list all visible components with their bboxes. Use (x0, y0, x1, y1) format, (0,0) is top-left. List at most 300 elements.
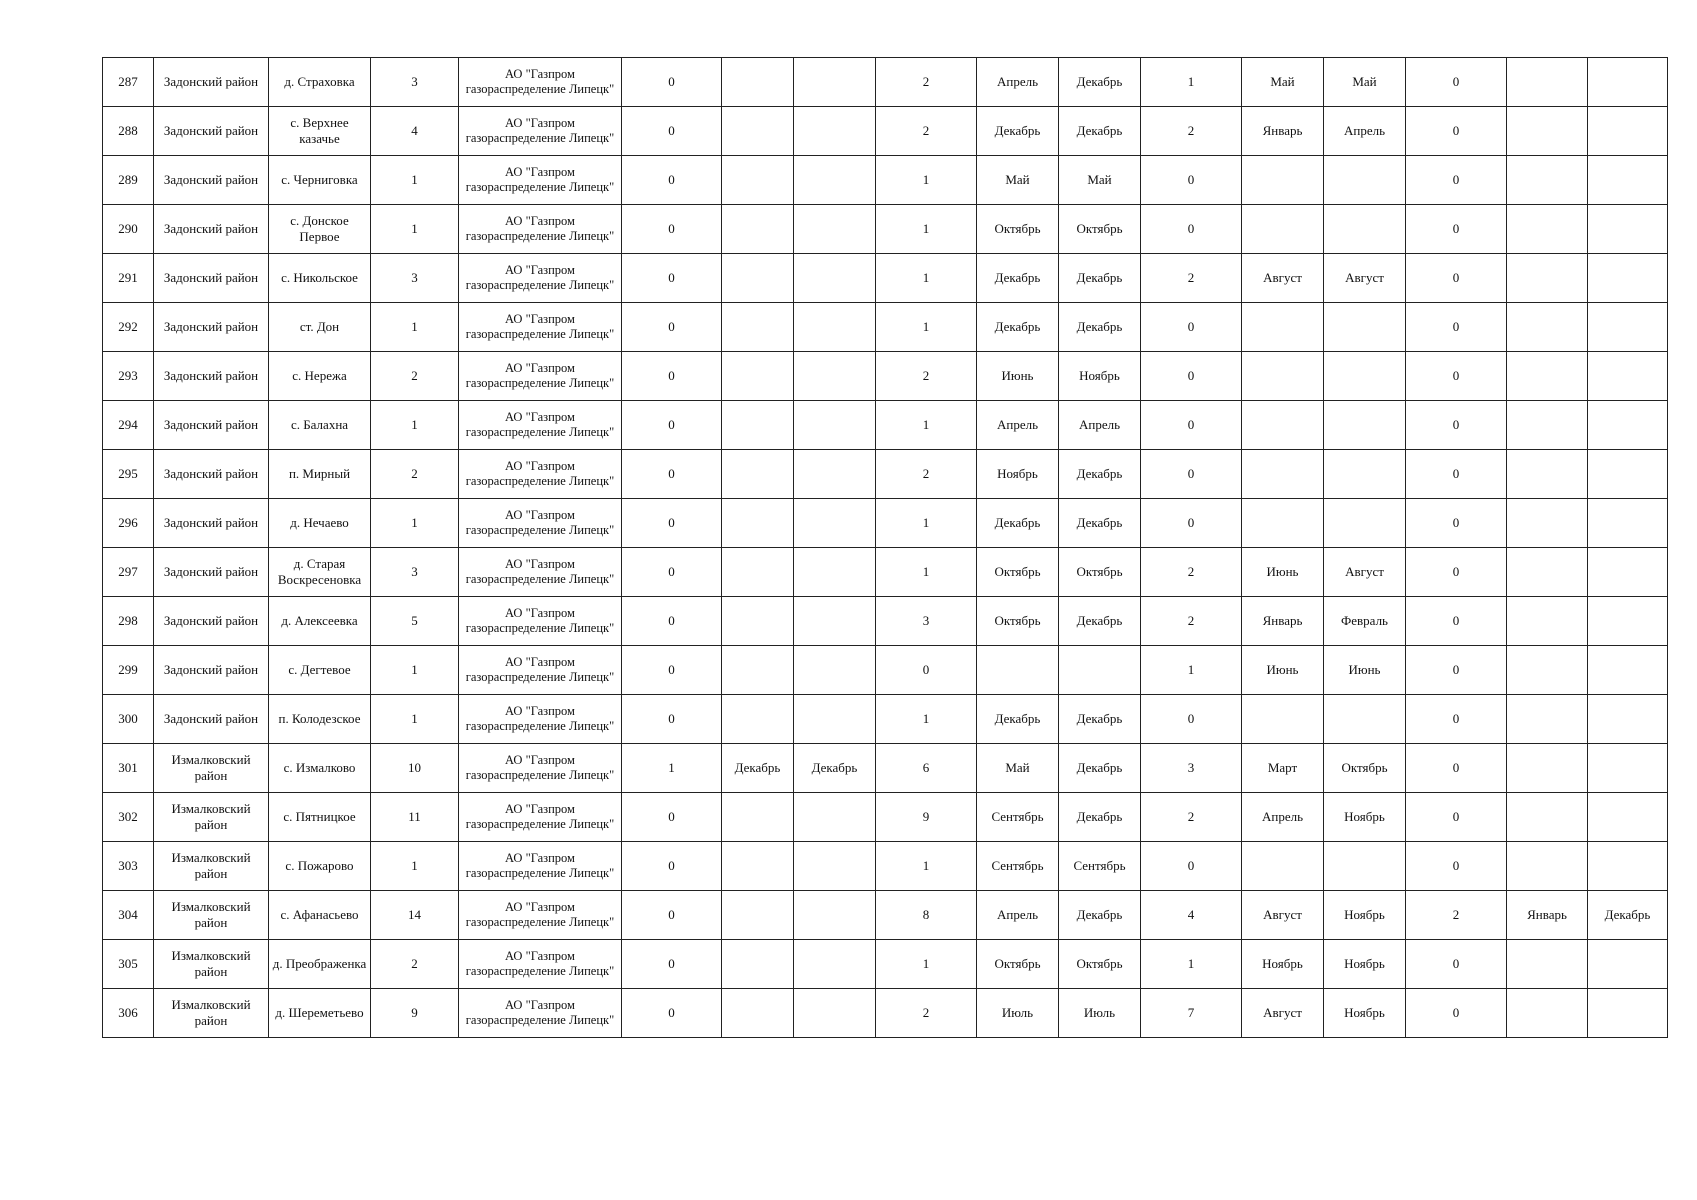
table-row (103, 695, 1668, 744)
col-b-count-cell: 1 (876, 401, 977, 450)
settlement-cell: п. Мирный (269, 450, 371, 499)
table-row (103, 401, 1668, 450)
settlement-cell: с. Пятницкое (269, 793, 371, 842)
operator-cell: АО "Газпром газораспределение Липецк" (459, 303, 622, 352)
col-d-end-cell (1588, 107, 1668, 156)
total-count-cell: 5 (371, 597, 459, 646)
col-d-count-cell: 0 (1406, 450, 1507, 499)
col-d-end-cell (1588, 303, 1668, 352)
col-b-start-cell: Ноябрь (977, 450, 1059, 499)
settlement-cell: с. Верхнее казачье (269, 107, 371, 156)
operator-cell: АО "Газпром газораспределение Липецк" (459, 450, 622, 499)
col-a-count-cell: 0 (622, 450, 722, 499)
col-b-count-cell: 2 (876, 58, 977, 107)
col-d-end-cell (1588, 205, 1668, 254)
col-c-count-cell: 0 (1141, 450, 1242, 499)
settlement-cell: с. Черниговка (269, 156, 371, 205)
table-row (103, 989, 1668, 1038)
col-b-end-cell: Апрель (1059, 401, 1141, 450)
table-row (103, 352, 1668, 401)
col-a-start-cell (722, 548, 794, 597)
col-d-start-cell (1507, 597, 1588, 646)
operator-cell: АО "Газпром газораспределение Липецк" (459, 548, 622, 597)
col-b-count-cell: 0 (876, 646, 977, 695)
settlement-cell: д. Алексеевка (269, 597, 371, 646)
col-a-count-cell: 0 (622, 254, 722, 303)
row-number-cell: 295 (103, 450, 154, 499)
col-d-count-cell: 0 (1406, 597, 1507, 646)
col-d-start-cell (1507, 695, 1588, 744)
col-c-end-cell (1324, 352, 1406, 401)
col-a-start-cell (722, 940, 794, 989)
operator-cell: АО "Газпром газораспределение Липецк" (459, 254, 622, 303)
col-c-start-cell: Ноябрь (1242, 940, 1324, 989)
document-page (102, 57, 1667, 1038)
col-b-start-cell: Декабрь (977, 303, 1059, 352)
col-d-end-cell (1588, 352, 1668, 401)
col-b-count-cell: 1 (876, 548, 977, 597)
col-c-start-cell: Январь (1242, 107, 1324, 156)
table-row (103, 646, 1668, 695)
col-d-end-cell (1588, 989, 1668, 1038)
col-a-start-cell (722, 352, 794, 401)
col-d-end-cell (1588, 842, 1668, 891)
col-c-end-cell (1324, 401, 1406, 450)
col-a-start-cell (722, 401, 794, 450)
total-count-cell: 1 (371, 156, 459, 205)
col-a-end-cell (794, 695, 876, 744)
row-number-cell: 297 (103, 548, 154, 597)
col-a-end-cell (794, 205, 876, 254)
district-cell: Задонский район (154, 107, 269, 156)
col-d-end-cell (1588, 597, 1668, 646)
col-c-start-cell: Июнь (1242, 646, 1324, 695)
col-a-end-cell (794, 989, 876, 1038)
row-number-cell: 302 (103, 793, 154, 842)
district-cell: Задонский район (154, 548, 269, 597)
operator-cell: АО "Газпром газораспределение Липецк" (459, 695, 622, 744)
row-number-cell: 306 (103, 989, 154, 1038)
col-a-start-cell (722, 303, 794, 352)
col-d-count-cell: 0 (1406, 205, 1507, 254)
col-a-end-cell (794, 891, 876, 940)
col-b-count-cell: 1 (876, 254, 977, 303)
district-cell: Задонский район (154, 58, 269, 107)
operator-cell: АО "Газпром газораспределение Липецк" (459, 793, 622, 842)
operator-cell: АО "Газпром газораспределение Липецк" (459, 205, 622, 254)
row-number-cell: 303 (103, 842, 154, 891)
col-c-count-cell: 0 (1141, 303, 1242, 352)
col-c-start-cell (1242, 695, 1324, 744)
row-number-cell: 304 (103, 891, 154, 940)
district-cell: Задонский район (154, 450, 269, 499)
col-c-count-cell: 0 (1141, 205, 1242, 254)
col-a-start-cell (722, 450, 794, 499)
col-c-count-cell: 2 (1141, 254, 1242, 303)
col-b-start-cell: Декабрь (977, 254, 1059, 303)
col-b-end-cell: Ноябрь (1059, 352, 1141, 401)
operator-cell: АО "Газпром газораспределение Липецк" (459, 597, 622, 646)
settlement-cell: с. Пожарово (269, 842, 371, 891)
col-c-count-cell: 0 (1141, 695, 1242, 744)
col-d-start-cell (1507, 156, 1588, 205)
total-count-cell: 2 (371, 450, 459, 499)
col-b-start-cell: Октябрь (977, 548, 1059, 597)
col-c-count-cell: 2 (1141, 793, 1242, 842)
col-d-end-cell (1588, 254, 1668, 303)
table-row (103, 842, 1668, 891)
col-d-start-cell (1507, 107, 1588, 156)
col-b-end-cell: Декабрь (1059, 891, 1141, 940)
col-a-end-cell (794, 107, 876, 156)
table-row (103, 499, 1668, 548)
operator-cell: АО "Газпром газораспределение Липецк" (459, 499, 622, 548)
table-row (103, 303, 1668, 352)
row-number-cell: 290 (103, 205, 154, 254)
total-count-cell: 3 (371, 254, 459, 303)
col-b-start-cell: Июнь (977, 352, 1059, 401)
col-d-end-cell (1588, 548, 1668, 597)
row-number-cell: 294 (103, 401, 154, 450)
district-cell: Измалковский район (154, 891, 269, 940)
col-b-end-cell: Май (1059, 156, 1141, 205)
table-row (103, 107, 1668, 156)
col-b-start-cell: Апрель (977, 891, 1059, 940)
col-d-count-cell: 0 (1406, 352, 1507, 401)
col-b-end-cell: Декабрь (1059, 499, 1141, 548)
col-d-end-cell (1588, 744, 1668, 793)
operator-cell: АО "Газпром газораспределение Липецк" (459, 156, 622, 205)
table-row (103, 891, 1668, 940)
col-b-start-cell (977, 646, 1059, 695)
col-c-count-cell: 1 (1141, 646, 1242, 695)
col-d-start-cell (1507, 940, 1588, 989)
col-c-start-cell (1242, 156, 1324, 205)
col-b-start-cell: Май (977, 744, 1059, 793)
col-c-count-cell: 4 (1141, 891, 1242, 940)
district-cell: Задонский район (154, 303, 269, 352)
district-cell: Задонский район (154, 401, 269, 450)
col-b-start-cell: Декабрь (977, 107, 1059, 156)
col-c-start-cell: Август (1242, 254, 1324, 303)
col-c-end-cell: Октябрь (1324, 744, 1406, 793)
col-d-end-cell: Декабрь (1588, 891, 1668, 940)
col-d-count-cell: 0 (1406, 989, 1507, 1038)
total-count-cell: 1 (371, 401, 459, 450)
col-c-count-cell: 0 (1141, 401, 1242, 450)
total-count-cell: 11 (371, 793, 459, 842)
col-d-end-cell (1588, 156, 1668, 205)
col-d-end-cell (1588, 401, 1668, 450)
col-c-start-cell: Май (1242, 58, 1324, 107)
col-c-count-cell: 3 (1141, 744, 1242, 793)
row-number-cell: 292 (103, 303, 154, 352)
col-d-start-cell (1507, 793, 1588, 842)
col-c-start-cell (1242, 303, 1324, 352)
district-cell: Измалковский район (154, 940, 269, 989)
col-d-end-cell (1588, 499, 1668, 548)
operator-cell: АО "Газпром газораспределение Липецк" (459, 891, 622, 940)
col-b-end-cell: Сентябрь (1059, 842, 1141, 891)
total-count-cell: 1 (371, 842, 459, 891)
settlement-cell: с. Донское Первое (269, 205, 371, 254)
col-b-count-cell: 6 (876, 744, 977, 793)
total-count-cell: 10 (371, 744, 459, 793)
col-d-count-cell: 2 (1406, 891, 1507, 940)
total-count-cell: 2 (371, 940, 459, 989)
settlement-cell: с. Афанасьево (269, 891, 371, 940)
district-cell: Задонский район (154, 352, 269, 401)
col-b-end-cell: Декабрь (1059, 303, 1141, 352)
col-c-end-cell: Ноябрь (1324, 793, 1406, 842)
col-a-start-cell (722, 793, 794, 842)
col-b-count-cell: 3 (876, 597, 977, 646)
table-row (103, 940, 1668, 989)
col-c-count-cell: 7 (1141, 989, 1242, 1038)
col-b-count-cell: 2 (876, 107, 977, 156)
total-count-cell: 1 (371, 695, 459, 744)
col-d-start-cell (1507, 450, 1588, 499)
col-c-end-cell: Февраль (1324, 597, 1406, 646)
col-c-end-cell (1324, 303, 1406, 352)
row-number-cell: 291 (103, 254, 154, 303)
col-c-end-cell (1324, 205, 1406, 254)
col-b-start-cell: Октябрь (977, 597, 1059, 646)
total-count-cell: 4 (371, 107, 459, 156)
col-a-count-cell: 0 (622, 156, 722, 205)
row-number-cell: 298 (103, 597, 154, 646)
district-cell: Задонский район (154, 205, 269, 254)
col-c-start-cell (1242, 499, 1324, 548)
col-a-count-cell: 0 (622, 499, 722, 548)
col-a-count-cell: 0 (622, 303, 722, 352)
col-b-start-cell: Апрель (977, 401, 1059, 450)
operator-cell: АО "Газпром газораспределение Липецк" (459, 989, 622, 1038)
col-c-start-cell: Апрель (1242, 793, 1324, 842)
col-d-count-cell: 0 (1406, 107, 1507, 156)
col-a-count-cell: 1 (622, 744, 722, 793)
col-c-start-cell: Август (1242, 891, 1324, 940)
col-c-count-cell: 0 (1141, 842, 1242, 891)
operator-cell: АО "Газпром газораспределение Липецк" (459, 107, 622, 156)
col-d-count-cell: 0 (1406, 744, 1507, 793)
col-a-count-cell: 0 (622, 205, 722, 254)
row-number-cell: 287 (103, 58, 154, 107)
col-b-start-cell: Сентябрь (977, 842, 1059, 891)
col-a-end-cell (794, 303, 876, 352)
col-a-end-cell (794, 254, 876, 303)
district-cell: Задонский район (154, 695, 269, 744)
settlement-cell: с. Балахна (269, 401, 371, 450)
col-d-start-cell (1507, 352, 1588, 401)
row-number-cell: 296 (103, 499, 154, 548)
col-a-start-cell (722, 205, 794, 254)
col-b-count-cell: 1 (876, 303, 977, 352)
col-b-end-cell: Декабрь (1059, 450, 1141, 499)
col-b-start-cell: Октябрь (977, 940, 1059, 989)
col-c-start-cell: Январь (1242, 597, 1324, 646)
table-row (103, 548, 1668, 597)
col-d-start-cell (1507, 58, 1588, 107)
col-c-end-cell (1324, 450, 1406, 499)
col-d-count-cell: 0 (1406, 254, 1507, 303)
district-cell: Измалковский район (154, 989, 269, 1038)
operator-cell: АО "Газпром газораспределение Липецк" (459, 401, 622, 450)
col-d-start-cell (1507, 254, 1588, 303)
table-body (103, 58, 1668, 1038)
col-d-start-cell (1507, 401, 1588, 450)
col-b-start-cell: Апрель (977, 58, 1059, 107)
settlement-cell: д. Преображенка (269, 940, 371, 989)
row-number-cell: 288 (103, 107, 154, 156)
table-row (103, 254, 1668, 303)
total-count-cell: 1 (371, 303, 459, 352)
col-a-start-cell (722, 597, 794, 646)
total-count-cell: 14 (371, 891, 459, 940)
col-c-end-cell: Август (1324, 254, 1406, 303)
col-d-start-cell (1507, 842, 1588, 891)
settlement-cell: ст. Дон (269, 303, 371, 352)
col-d-start-cell (1507, 989, 1588, 1038)
row-number-cell: 293 (103, 352, 154, 401)
col-b-count-cell: 1 (876, 842, 977, 891)
col-d-count-cell: 0 (1406, 548, 1507, 597)
table-row (103, 450, 1668, 499)
col-c-count-cell: 2 (1141, 597, 1242, 646)
col-b-end-cell: Июль (1059, 989, 1141, 1038)
table-row (103, 744, 1668, 793)
total-count-cell: 9 (371, 989, 459, 1038)
col-b-count-cell: 8 (876, 891, 977, 940)
col-a-end-cell: Декабрь (794, 744, 876, 793)
col-c-end-cell (1324, 842, 1406, 891)
col-a-end-cell (794, 352, 876, 401)
col-b-start-cell: Июль (977, 989, 1059, 1038)
col-a-start-cell: Декабрь (722, 744, 794, 793)
col-a-start-cell (722, 156, 794, 205)
col-c-count-cell: 1 (1141, 940, 1242, 989)
col-c-count-cell: 0 (1141, 352, 1242, 401)
col-b-count-cell: 2 (876, 450, 977, 499)
col-b-end-cell: Декабрь (1059, 597, 1141, 646)
col-b-end-cell: Октябрь (1059, 940, 1141, 989)
col-b-start-cell: Декабрь (977, 695, 1059, 744)
col-c-end-cell (1324, 156, 1406, 205)
table-row (103, 793, 1668, 842)
col-d-count-cell: 0 (1406, 401, 1507, 450)
col-c-count-cell: 2 (1141, 107, 1242, 156)
col-a-count-cell: 0 (622, 940, 722, 989)
col-c-count-cell: 1 (1141, 58, 1242, 107)
col-c-end-cell: Ноябрь (1324, 989, 1406, 1038)
col-a-start-cell (722, 989, 794, 1038)
district-cell: Измалковский район (154, 793, 269, 842)
col-a-start-cell (722, 107, 794, 156)
col-b-start-cell: Декабрь (977, 499, 1059, 548)
operator-cell: АО "Газпром газораспределение Липецк" (459, 352, 622, 401)
col-a-count-cell: 0 (622, 695, 722, 744)
settlement-cell: д. Страховка (269, 58, 371, 107)
col-b-count-cell: 2 (876, 352, 977, 401)
district-cell: Задонский район (154, 646, 269, 695)
table-row (103, 205, 1668, 254)
district-cell: Задонский район (154, 156, 269, 205)
col-a-end-cell (794, 58, 876, 107)
col-b-count-cell: 1 (876, 156, 977, 205)
col-a-count-cell: 0 (622, 58, 722, 107)
operator-cell: АО "Газпром газораспределение Липецк" (459, 58, 622, 107)
total-count-cell: 2 (371, 352, 459, 401)
col-a-end-cell (794, 548, 876, 597)
col-a-start-cell (722, 499, 794, 548)
col-a-end-cell (794, 499, 876, 548)
col-c-end-cell (1324, 499, 1406, 548)
col-a-end-cell (794, 156, 876, 205)
col-a-start-cell (722, 695, 794, 744)
col-b-end-cell: Октябрь (1059, 548, 1141, 597)
col-a-end-cell (794, 597, 876, 646)
col-b-count-cell: 2 (876, 989, 977, 1038)
col-d-count-cell: 0 (1406, 646, 1507, 695)
row-number-cell: 289 (103, 156, 154, 205)
col-d-start-cell (1507, 303, 1588, 352)
operator-cell: АО "Газпром газораспределение Липецк" (459, 842, 622, 891)
gasification-schedule-table (102, 57, 1668, 1038)
total-count-cell: 1 (371, 205, 459, 254)
col-d-end-cell (1588, 450, 1668, 499)
table-row (103, 58, 1668, 107)
col-a-end-cell (794, 646, 876, 695)
col-b-count-cell: 1 (876, 499, 977, 548)
col-b-start-cell: Сентябрь (977, 793, 1059, 842)
col-c-end-cell: Июнь (1324, 646, 1406, 695)
col-d-count-cell: 0 (1406, 156, 1507, 205)
col-d-count-cell: 0 (1406, 58, 1507, 107)
district-cell: Измалковский район (154, 842, 269, 891)
col-d-end-cell (1588, 940, 1668, 989)
col-a-start-cell (722, 891, 794, 940)
settlement-cell: с. Дегтевое (269, 646, 371, 695)
operator-cell: АО "Газпром газораспределение Липецк" (459, 646, 622, 695)
row-number-cell: 299 (103, 646, 154, 695)
col-b-end-cell: Декабрь (1059, 793, 1141, 842)
total-count-cell: 1 (371, 646, 459, 695)
col-d-count-cell: 0 (1406, 303, 1507, 352)
col-d-count-cell: 0 (1406, 499, 1507, 548)
col-d-start-cell (1507, 744, 1588, 793)
col-c-count-cell: 2 (1141, 548, 1242, 597)
col-b-end-cell: Декабрь (1059, 107, 1141, 156)
col-a-count-cell: 0 (622, 842, 722, 891)
col-d-end-cell (1588, 58, 1668, 107)
col-a-end-cell (794, 793, 876, 842)
col-b-end-cell: Октябрь (1059, 205, 1141, 254)
operator-cell: АО "Газпром газораспределение Липецк" (459, 940, 622, 989)
col-d-end-cell (1588, 695, 1668, 744)
col-d-count-cell: 0 (1406, 940, 1507, 989)
col-d-start-cell: Январь (1507, 891, 1588, 940)
table-row (103, 597, 1668, 646)
col-d-count-cell: 0 (1406, 842, 1507, 891)
row-number-cell: 300 (103, 695, 154, 744)
settlement-cell: п. Колодезское (269, 695, 371, 744)
settlement-cell: с. Измалково (269, 744, 371, 793)
col-a-end-cell (794, 450, 876, 499)
settlement-cell: с. Нережа (269, 352, 371, 401)
table-row (103, 156, 1668, 205)
col-a-count-cell: 0 (622, 793, 722, 842)
col-a-count-cell: 0 (622, 548, 722, 597)
